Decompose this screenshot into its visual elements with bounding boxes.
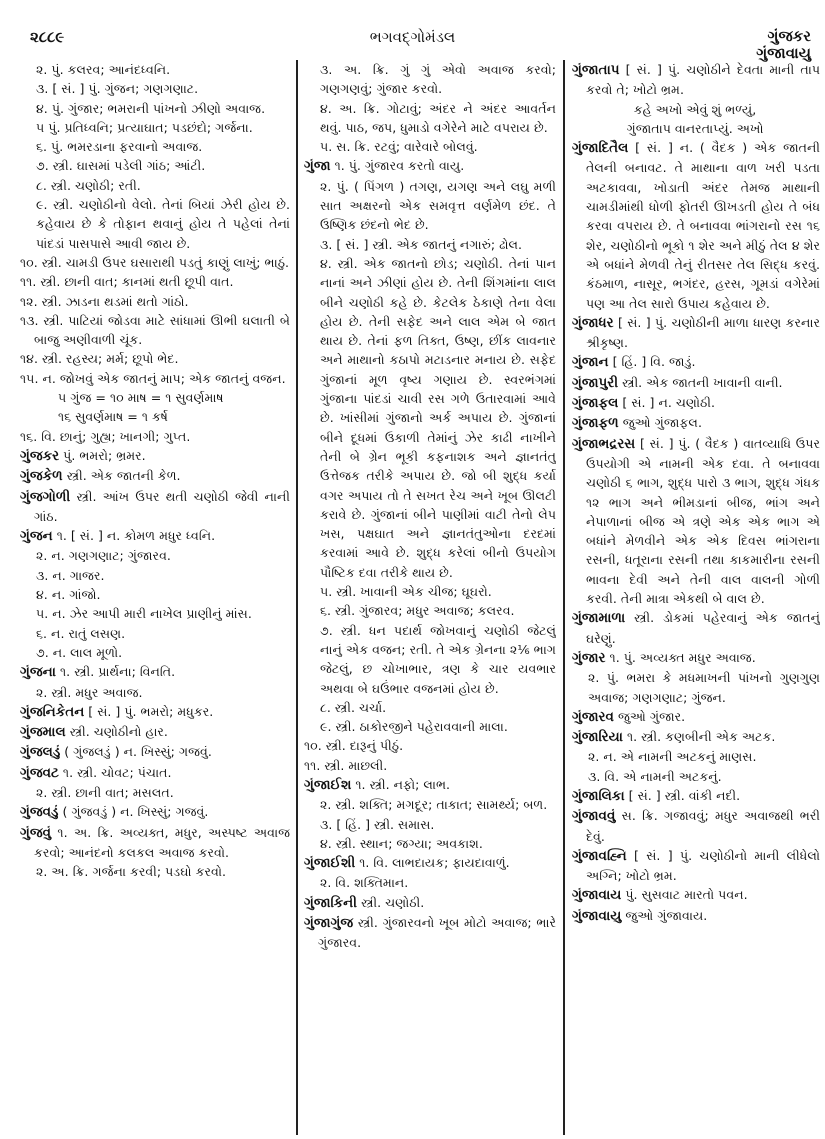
entry-sense — [302, 873, 556, 892]
entry-sense — [18, 176, 290, 195]
entry-sense — [302, 815, 556, 834]
definition-text: ૪. સ્ત્રી. સ્થાન; જગ્યા; અવકાશ. — [320, 835, 483, 851]
entry-sense — [302, 60, 556, 99]
definition-text: ૪. પું. ગુંજાર; ભમરાની પાંખનો ઝીણો અવાજ. — [36, 100, 266, 116]
entry-sense — [18, 60, 290, 79]
entry-sense — [302, 99, 556, 138]
definition-text: ૫ પું. પ્રતિધ્વનિ; પ્રત્યાઘાત; પડછંદો; ગર્જના. — [36, 119, 253, 135]
guide-word-first: ગુંજકર — [767, 27, 811, 45]
dictionary-entry — [18, 702, 290, 722]
dictionary-entry — [18, 487, 290, 527]
dictionary-columns — [10, 60, 820, 1135]
dictionary-entry — [18, 526, 290, 546]
entry-sense — [18, 407, 290, 426]
dictionary-entry — [570, 608, 820, 648]
definition-text: ૧૧. સ્ત્રી. છાની વાત; કાનમાં થતી છૂપી વાત. — [20, 274, 234, 290]
entry-sense — [18, 79, 290, 98]
dictionary-entry — [570, 806, 820, 846]
definition-text: ૪. ન. ગાંજો. — [36, 587, 101, 603]
definition-text: ૩. [ સં. ] પું. ગુંજન; ગણગણાટ. — [36, 81, 199, 97]
entry-sense — [302, 717, 556, 736]
definition-text: ૩. અ. ક્રિ. ગું ગું એવો અવાજ કરવો; ગણગણવું; ગુંજાર કરવો. — [320, 62, 556, 97]
dictionary-entry — [570, 786, 820, 806]
entry-sense — [18, 388, 290, 407]
entry-sense — [302, 795, 556, 814]
entry-sense — [18, 99, 290, 118]
entry-sense — [18, 427, 290, 446]
definition-text: ૫. સ. ક્રિ. રટવું; વારેવારે બોલવું. — [320, 139, 478, 155]
headword: ગુંજમાલ — [20, 724, 66, 741]
column-divider — [296, 60, 298, 1135]
dictionary-entry — [570, 707, 820, 727]
definition-text: ૫ ગુંજ = ૧૦ માષ = ૧ સુવર્ણમાષ — [58, 390, 224, 406]
page-header — [0, 22, 825, 62]
column-1 — [18, 60, 290, 1135]
entry-sense — [18, 624, 290, 643]
headword: ગુંજાફળ — [572, 415, 619, 432]
entry-sense — [302, 254, 556, 582]
headword: ગુંજાભદ્રરસ — [572, 435, 636, 452]
definition-text: [ સં. ] ન. ( વૈદક ) એક જાતની તેલની બનાવટ. તે માથાના વાળ ખરી પડતા અટકાવવા, ખોડાતી અંદર તેમજ માથાની ચામડીમાંથી ધોળી ફોતરી ઊખડતી હોય તે બંધ કરવા વપરાય છે. તે બનાવવા ભાંગરાનો રસ ૧૬ શેર, ચણોઠીનો ભૂકો ૧ શેર અને મીઠું તેલ ૪ શેર એ બધાંને મેળવી તેનું રીતસર તેલ સિદ્ધ કરવું. કંઠમાળ, નાસૂર, ભગંદર, હરસ, ગૂમડાં વગેરેમાં પણ આ તેલ સારો ઉપાય કહેવાય છે. — [586, 140, 820, 311]
dictionary-entry — [570, 846, 820, 886]
dictionary-entry — [18, 763, 290, 783]
headword: ગુંજલડું — [20, 744, 61, 761]
dictionary-entry — [18, 446, 290, 466]
definition-text: કહે અખો એવું શું ભળ્યું, — [633, 101, 757, 117]
headword: ગુંજવડું — [20, 804, 59, 821]
dictionary-entry — [18, 823, 290, 863]
headword: ગુંજાવવું — [572, 808, 616, 825]
headword: ગુંજાલિકા — [572, 787, 625, 804]
definition-text: ૨. પું. ભમરા કે મધમાખની પાંખનો ગુણગુણ અવાજ; ગણગણાટ; ગુંજન. — [588, 670, 820, 705]
entry-sense — [570, 119, 820, 138]
headword: ગુંજા — [304, 158, 331, 175]
entry-sense — [18, 643, 290, 662]
page-number: ૨૮૮૯ — [30, 28, 65, 46]
guide-word-last: ગુંજાવાયુ — [756, 44, 811, 62]
entry-sense — [18, 118, 290, 137]
headword: ગુંજાવાયુ — [572, 907, 622, 924]
dictionary-entry — [570, 313, 820, 353]
definition-text: ૭. ન. લાલ મૂળો. — [36, 644, 123, 660]
definition-text: ૧૧. સ્ત્રી. માછલી. — [304, 757, 388, 773]
entry-sense — [18, 195, 290, 253]
definition-text: ૨. અ. ક્રિ. ગર્જના કરવી; પડઘો કરવો. — [36, 864, 226, 880]
entry-sense — [18, 311, 290, 350]
definition-text: ૨. ન. ગણગણાટ; ગુંજારવ. — [36, 548, 171, 564]
definition-text: ૬. પું. ભમરડાના ફરવાનો અવાજ. — [36, 139, 203, 155]
entry-sense — [18, 683, 290, 702]
dictionary-entry — [570, 885, 820, 905]
headword: ગુંજાદિતૈલ — [572, 140, 629, 157]
definition-text: સ્ત્રી. ડોકમાં પહેરવાનું એક જાતનું ઘરેણું. — [586, 610, 820, 646]
dictionary-entry — [302, 853, 556, 873]
definition-text: સ્ત્રી. ચણોઠી. — [361, 894, 425, 910]
column-2 — [302, 60, 556, 1135]
dictionary-entry — [302, 775, 556, 795]
definition-text: સ્ત્રી. આંખ ઉપર થતી ચણોઠી જેવી નાની ગાંઠ. — [34, 488, 290, 524]
dictionary-entry — [570, 434, 820, 609]
definition-text: ૬. સ્ત્રી. ગુંજારવ; મધુર અવાજ; કલરવ. — [320, 603, 515, 619]
definition-text: ૫. ન. ઝેર આપી મારી નાખેલ પ્રાણીનું માંસ. — [36, 606, 252, 622]
definition-text: ( ગુંજવડું ) ન. ખિસ્સું; ગજવું. — [62, 804, 209, 820]
definition-text: [ સં. ] પું. ચણોઠીને દેવતા માની તાપ કરવો તે; ખોટો ભ્રમ. — [586, 62, 820, 98]
entry-sense — [18, 566, 290, 585]
headword: ગુંજારિયા — [572, 729, 623, 746]
definition-text: ૧. પું. અવ્યક્ત મધુર અવાજ. — [609, 649, 756, 665]
definition-text: જુઓ ગુંજાફલ. — [622, 415, 702, 431]
definition-text: ૧. [ સં. ] ન. કોમળ મધુર ધ્વનિ. — [56, 528, 216, 544]
entry-sense — [18, 546, 290, 565]
dictionary-entry — [302, 893, 556, 913]
dictionary-entry — [570, 60, 820, 100]
entry-sense — [18, 349, 290, 368]
headword: ગુંજવટ — [20, 764, 59, 781]
entry-sense — [18, 156, 290, 175]
headword: ગુંજન — [20, 528, 53, 545]
definition-text: ૨. સ્ત્રી. છાની વાત; મસલત. — [36, 784, 174, 800]
definition-text: સ્ત્રી. એક જાતની ખાવાની વાની. — [622, 374, 783, 390]
definition-text: ૬. ન. રાતું લસણ. — [36, 625, 126, 641]
headword: ગુંજારવ — [572, 708, 614, 725]
entry-sense — [570, 668, 820, 707]
guide-words — [756, 28, 811, 62]
definition-text: ૧૫. ન. જોખવું એક જાતનું માપ; એક જાતનું વજન. — [20, 370, 286, 386]
entry-sense — [302, 621, 556, 698]
definition-text: ૯. સ્ત્રી. ચણોઠીનો વેલો. તેનાં બિયાં ઝેરી હોય છે. કહેવાય છે કે તોફાન થવાનું હોય તે પહેલાં તેનાં પાંદડાં પાસપાસે આવી જાય છે. — [36, 197, 290, 251]
definition-text: [ સં. ] પું. ભમરો; મધુકર. — [88, 703, 214, 719]
definition-text: ૪. અ. ક્રિ. ગોટાવું; અંદર ને અંદર આવર્તન થવું. પાઠ, જપ, ધુમાડો વગેરેને માટે વપરાય છે. — [320, 100, 556, 135]
dictionary-entry — [18, 742, 290, 762]
definition-text: સ. ક્રિ. ગજાવવું; મધુર અવાજથી ભરી દેવું. — [586, 808, 820, 844]
headword: ગુંજાતાપ — [572, 62, 620, 78]
dictionary-entry — [302, 913, 556, 953]
entry-sense — [302, 756, 556, 775]
definition-text: ૧. અ. ક્રિ. અવ્યક્ત, મધુર, અસ્પષ્ટ અવાજ કરવો; આનંદનો કલકલ અવાજ કરવો. — [34, 824, 290, 860]
dictionary-entry — [570, 373, 820, 393]
definition-text: ૨. સ્ત્રી. શક્તિ; મગદૂર; તાકાત; સામર્થ્ય; બળ. — [320, 797, 548, 813]
entry-sense — [570, 747, 820, 766]
headword: ગુંજાવાય — [572, 887, 622, 904]
definition-text: ૨. પું. કલરવ; આનંદધ્વનિ. — [36, 62, 171, 77]
definition-text: ૨. ન. એ નામની અટકનું માણસ. — [588, 749, 757, 765]
headword: ગુંજાન — [572, 354, 609, 371]
definition-text: ૧. સ્ત્રી. કણબીની એક અટક. — [626, 729, 776, 745]
entry-sense — [302, 601, 556, 620]
entry-sense — [570, 767, 820, 786]
definition-text: સ્ત્રી. ચણોઠીનો હાર. — [69, 724, 168, 740]
definition-text: ૧૩. સ્ત્રી. પાટિયાં જોડવા માટે સાંધામાં ઊભી ઘલાતી બે બાજુ અણીવાળી ચૂંક. — [20, 312, 290, 348]
dictionary-entry — [18, 802, 290, 822]
definition-text: ૧૬. વિ. છાનું; ગુહ્ય; ખાનગી; ગુપ્ત. — [20, 428, 191, 444]
headword: ગુંજાઈશ — [304, 776, 352, 793]
definition-text: ૧. સ્ત્રી. નફો; લાભ. — [355, 776, 451, 792]
entry-sense — [302, 834, 556, 853]
dictionary-entry — [570, 138, 820, 313]
definition-text: ૯. સ્ત્રી. ઠાકોરજીને પહેરાવવાની માલા. — [320, 719, 508, 735]
definition-text: ૧૦. સ્ત્રી. ચામડી ઉપર ઘસારાથી પડતું કાણું લાખું; ભાઠું. — [20, 254, 290, 270]
column-divider — [563, 60, 565, 1135]
entry-sense — [18, 253, 290, 272]
definition-text: ૨. સ્ત્રી. મધુર અવાજ. — [36, 684, 143, 700]
headword: ગુંજાકિની — [304, 894, 358, 911]
definition-text: ૨. પું. ( પિંગળ ) તગણ, યગણ અને લઘુ મળી સાત અક્ષરનો એક સમવૃત્ત વર્ણમેળ છંદ. તે ઉષ્ણિક છંદનો ભેદ છે. — [320, 178, 556, 233]
entry-sense — [18, 137, 290, 156]
definition-text: ૧૦. સ્ત્રી. દારૂનું પીઠું. — [304, 738, 404, 754]
dictionary-entry — [570, 648, 820, 668]
dictionary-entry — [18, 662, 290, 682]
definition-text: ૧૪. સ્ત્રી. રહસ્ય; મર્મ; છૂપો ભેદ. — [20, 351, 179, 367]
headword: ગુંજના — [20, 664, 56, 681]
dictionary-entry — [570, 393, 820, 413]
column-3 — [570, 60, 820, 1135]
definition-text: ( ગુંજલડું ) ન. ખિસ્સું; ગજવું. — [64, 744, 212, 760]
entry-sense — [18, 783, 290, 802]
headword: ગુંજનિકેતન — [20, 703, 85, 720]
definition-text: [ હિં. ] વિ. જાડું. — [612, 354, 696, 370]
definition-text: ૧. પું. ગુંજારવ કરતો વાયુ. — [334, 158, 465, 174]
definition-text: ૧. સ્ત્રી. પ્રાર્થના; વિનતિ. — [60, 664, 176, 680]
definition-text: ગુંજાતાપ વાનરતાપ્યું. અખો — [626, 120, 764, 136]
definition-text: ૭. સ્ત્રી. ધન પદાર્થ જોખવાનું ચણોઠી જેટલું નાનું એક વજન; રતી. તે એક ગ્રેનના ૨⅙ ભાગ જેટલું, છ ચોખાભાર, ત્રણ કે ચાર યવભાર અથવા બે ઘઉંભાર વજનમાં હોય છે. — [320, 622, 556, 696]
definition-text: ૩. [ સં. ] સ્ત્રી. એક જાતનું નગારું; ઢોલ. — [320, 236, 522, 252]
entry-sense — [302, 736, 556, 755]
definition-text: ૧૬ સુવર્ણમાષ = ૧ કર્ષ — [58, 409, 168, 425]
definition-text: સ્ત્રી. એક જાતની કેળ. — [66, 468, 181, 484]
definition-text: પું. સુસવાટ મારતો પવન. — [625, 887, 748, 903]
definition-text: સ્ત્રી. ગુંજારવનો ખૂબ મોટો અવાજ; ભારે ગુંજારવ. — [318, 915, 556, 951]
definition-text: ૮. સ્ત્રી. ચર્ચા. — [320, 699, 387, 715]
entry-sense — [302, 177, 556, 235]
definition-text: ૩. [ હિં. ] સ્ત્રી. સમાસ. — [320, 816, 435, 832]
definition-text: ૧૨. સ્ત્રી. ઝાડના થડમાં થતો ગાંઠો. — [20, 293, 189, 309]
definition-text: [ સં. ] ન. ચણોઠી. — [622, 395, 715, 411]
definition-text: ૩. ન. ગાજર. — [36, 567, 105, 583]
definition-text: [ સં. ] પું. ( વૈદક ) વાતવ્યાધિ ઉપર ઉપયોગી એ નામની એક દવા. તે બનાવવા ચણોઠી ૬ ભાગ, શુદ્ધ પારો ૩ ભાગ, શુદ્ધ ગંધક ૧૨ ભાગ અને ભીમડાનાં બીજ, ભાંગ અને નેપાળાનાં બીજ એ ત્રણે એક એક ભાગ એ બધાંને મેળવીને એક એક દિવસ ભાંગરાના રસની, ધતૂરાના રસની તથા કાકમારીના રસની ભાવના દેવી અને તેની વાલ વાલની ગોળી કરવી. તેની માત્રા એકથી બે વાલ છે. — [586, 435, 820, 607]
headword: ગુંજાપુરી — [572, 374, 619, 391]
dictionary-entry — [570, 906, 820, 926]
definition-text: ૧. સ્ત્રી. ચોવટ; પંચાત. — [62, 764, 172, 780]
definition-text: ૧. વિ. લાભદાયક; ફાયદાવાળું. — [359, 855, 510, 871]
headword: ગુંજગોળી — [20, 488, 71, 505]
entry-sense — [302, 137, 556, 156]
entry-sense — [18, 585, 290, 604]
entry-sense — [18, 604, 290, 623]
headword: ગુંજાધર — [572, 314, 614, 331]
definition-text: ૪. સ્ત્રી. એક જાતનો છોડ; ચણોઠી. તેનાં પાન નાનાં અને ઝીણાં હોય છે. તેની શિંગમાંના લાલ બીને ચણોઠી કહે છે. કેટલેક ઠેકાણે તેના વેલા હોય છે. તેની સફેદ અને લાલ એમ બે જાત થાય છે. તેનાં ફળ તિક્ત, ઉષ્ણ, છીંક લાવનાર અને માથાનો કઠાપો મટાડનાર મનાય છે. સફેદ ગુંજાનાં મૂળ વૃષ્ય ગણાય છે. સ્વરભંગમાં ગુંજાના પાંદડાં ચાવી રસ ગળે ઉતારવામાં આવે છે. ખાંસીમાં ગુંજાનો અર્ક અપાય છે. ગુંજાનાં બીને દૂધમાં ઉકાળી તેમાંનું ઝેર કાઢી નાખીને તેની બે ગ્રેન ભૂકી કફનાશક અને જ્ઞાનતંતુ ઉત્તેજક તરીકે અપાય છે. જો બી શુદ્ધ કર્યા વગર અપાય તો તે સખત રેચ અને ખૂબ ઊલટી કરાવે છે. ગુંજાનાં બીને પાણીમાં વાટી તેનો લેપ ખસ, પક્ષઘાત અને જ્ઞાનતંતુઓના દરદમાં કરવામાં આવે છે. શુદ્ધ કરેલાં બીનો ઉપયોગ પૌષ્ટિક દવા તરીકે થાય છે. — [320, 255, 556, 580]
entry-sense — [18, 292, 290, 311]
headword: ગુંજકેળ — [20, 468, 63, 485]
entry-sense — [18, 862, 290, 881]
headword: ગુંજાર — [572, 649, 606, 666]
headword: ગુંજાવહ્નિ — [572, 847, 627, 864]
book-title: ભગવદ્ગોમંડલ — [369, 28, 456, 46]
headword: ગુંજામાળા — [572, 610, 626, 627]
headword: ગુંજાઈશી — [304, 855, 356, 872]
definition-text: ૫. સ્ત્રી. ખાવાની એક ચીજ; ઘૂઘરો. — [320, 584, 492, 600]
entry-sense — [302, 582, 556, 601]
definition-text: [ સં. ] સ્ત્રી. વાંકી નદી. — [628, 787, 741, 803]
definition-text: ૮. સ્ત્રી. ચણોઠી; રતી. — [36, 177, 141, 193]
definition-text: ૨. વિ. શક્તિમાન. — [320, 875, 409, 891]
dictionary-entry — [570, 727, 820, 747]
definition-text: ૩. વિ. એ નામની અટકનું. — [588, 768, 722, 784]
dictionary-entry — [18, 466, 290, 486]
headword: ગુંજાફલ — [572, 395, 619, 412]
definition-text: જુઓ ગુંજાવાય. — [625, 907, 708, 923]
dictionary-entry — [18, 722, 290, 742]
dictionary-entry — [570, 413, 820, 433]
definition-text: [ સં. ] પું. ચણોઠીનો માની લીધેલો અગ્નિ; ખોટો ભ્રમ. — [586, 847, 820, 884]
definition-text: પું. ભમરો; ભ્રમર. — [63, 447, 146, 463]
definition-text: જુઓ ગુંજાર. — [617, 708, 686, 724]
entry-sense — [570, 100, 820, 119]
headword: ગુંજવું — [20, 824, 52, 841]
headword: ગુંજાગુંજ — [304, 915, 354, 932]
dictionary-entry — [570, 352, 820, 372]
entry-sense — [18, 272, 290, 291]
dictionary-entry — [302, 156, 556, 176]
definition-text: ૭. સ્ત્રી. ઘાસમાં પડેલી ગાંઠ; આંટી. — [36, 158, 206, 174]
entry-sense — [302, 698, 556, 717]
headword: ગુંજકર — [20, 447, 60, 464]
entry-sense — [302, 235, 556, 254]
definition-text: [ સં. ] પું. ચણોઠીની માળા ધારણ કરનાર શ્રીકૃષ્ણ. — [586, 314, 820, 351]
entry-sense — [18, 369, 290, 388]
